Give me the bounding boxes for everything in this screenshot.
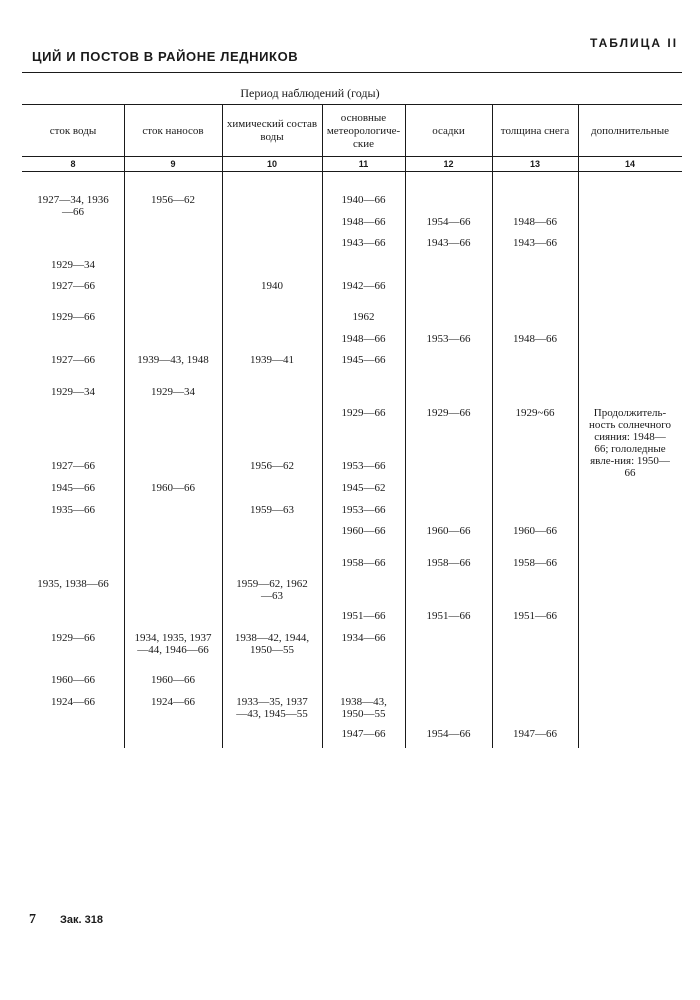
table-cell: 1938—42, 1944, 1950—55	[234, 632, 310, 656]
table-cell: 1958—66	[513, 557, 557, 569]
table-cell: 1953—66	[426, 333, 471, 345]
column-number: 13	[529, 159, 540, 169]
table-cell: 1948—66	[341, 216, 386, 228]
column-header: сток наносов	[142, 124, 204, 137]
table-cell: 1938—43, 1950—55	[340, 696, 387, 720]
table-cell: 1960—66	[426, 525, 471, 537]
table-cell: 1929—66	[51, 632, 95, 644]
column-divider	[322, 104, 323, 748]
table-cell: 1960—66	[151, 674, 195, 686]
column-header: основные метеорологиче-ские	[326, 111, 401, 150]
table-cell: 1948—66	[513, 216, 557, 228]
table-cell: 1927—34, 1936—66	[37, 194, 109, 218]
table-cell: 1934, 1935, 1937—44, 1946—66	[134, 632, 212, 656]
table-cell: 1924—66	[51, 696, 95, 708]
column-divider	[578, 104, 579, 748]
column-number: 11	[358, 159, 369, 169]
table-cell: 1948—66	[513, 333, 557, 345]
table-cell: 1959—62, 1962—63	[236, 578, 308, 602]
column-header: дополнительные	[591, 124, 669, 137]
table-cell: 1947—66	[341, 728, 386, 740]
column-divider	[405, 104, 406, 748]
page-number: 7	[29, 912, 36, 927]
table-cell: 1929—66	[426, 407, 471, 419]
table-cell: 1929—66	[51, 311, 95, 323]
footer-note: Зак. 318	[60, 914, 103, 926]
table-cell: 1934—66	[341, 632, 386, 644]
column-number: 9	[170, 159, 176, 169]
table-cell: 1960—66	[151, 482, 195, 494]
header-top-rule	[22, 104, 682, 105]
table-cell: 1951—66	[513, 610, 557, 622]
table-cell: 1953—66	[341, 504, 386, 516]
header-mid-rule	[22, 156, 682, 157]
table-cell: 1943—66	[426, 237, 471, 249]
column-number: 14	[624, 159, 635, 169]
table-cell: 1956—62	[151, 194, 195, 206]
table-cell: 1929~66	[515, 407, 555, 419]
table-cell: 1958—66	[341, 557, 386, 569]
table-cell: 1927—66	[51, 354, 95, 366]
table-cell: 1924—66	[151, 696, 195, 708]
table-cell: 1929—34	[151, 386, 195, 398]
table-cell: 1927—66	[51, 280, 95, 292]
table-cell: 1954—66	[426, 216, 471, 228]
table-cell: 1948—66	[341, 333, 386, 345]
column-divider	[492, 104, 493, 748]
table-cell: 1945—66	[341, 354, 386, 366]
table-cell: 1958—66	[426, 557, 471, 569]
column-number: 10	[266, 159, 277, 169]
title-rule	[22, 72, 682, 73]
page-title: ЦИЙ И ПОСТОВ В РАЙОНЕ ЛЕДНИКОВ	[32, 49, 299, 64]
header-bottom-rule	[22, 171, 682, 172]
column-header: сток воды	[49, 124, 97, 137]
table-cell: 1951—66	[426, 610, 471, 622]
table-cell: 1951—66	[341, 610, 386, 622]
table-cell: 1960—66	[513, 525, 557, 537]
table-cell: 1939—43, 1948	[137, 354, 209, 366]
table-cell: 1939—41	[250, 354, 294, 366]
table-cell: 1935, 1938—66	[37, 578, 109, 590]
column-header: толщина снега	[500, 124, 570, 137]
table-cell: 1929—66	[341, 407, 386, 419]
table-cell: 1960—66	[51, 674, 95, 686]
table-cell: 1943—66	[513, 237, 557, 249]
column-header: химический состав воды	[226, 118, 318, 143]
table-label: ТАБЛИЦА II	[590, 36, 679, 50]
column-number: 8	[70, 159, 76, 169]
table-cell: 1940—66	[341, 194, 386, 206]
table-cell: 1945—62	[341, 482, 386, 494]
period-header: Период наблюдений (годы)	[240, 86, 380, 100]
table-cell: 1940	[261, 280, 283, 292]
table-cell: 1947—66	[513, 728, 557, 740]
table-cell: 1956—62	[250, 460, 294, 472]
column-divider	[222, 104, 223, 748]
table-cell: 1954—66	[426, 728, 471, 740]
table-cell: 1935—66	[51, 504, 95, 516]
table-cell: 1962	[352, 311, 375, 323]
column-number: 12	[443, 159, 454, 169]
table-cell: 1943—66	[341, 237, 386, 249]
table-cell: 1929—34	[51, 386, 95, 398]
table-cell: 1929—34	[51, 259, 95, 271]
column-divider	[124, 104, 125, 748]
table-cell: 1953—66	[341, 460, 386, 472]
table-cell: 1933—35, 1937—43, 1945—55	[236, 696, 308, 720]
table-cell: 1942—66	[341, 280, 386, 292]
table-cell: 1960—66	[341, 525, 386, 537]
table-cell: 1959—63	[250, 504, 294, 516]
table-cell: 1945—66	[51, 482, 95, 494]
table-cell: 1927—66	[51, 460, 95, 472]
table-cell: Продолжитель-ность солнечного сияния: 1948—66; гололедные явле-ния: 1950—66	[589, 407, 671, 479]
column-header: осадки	[432, 124, 465, 137]
